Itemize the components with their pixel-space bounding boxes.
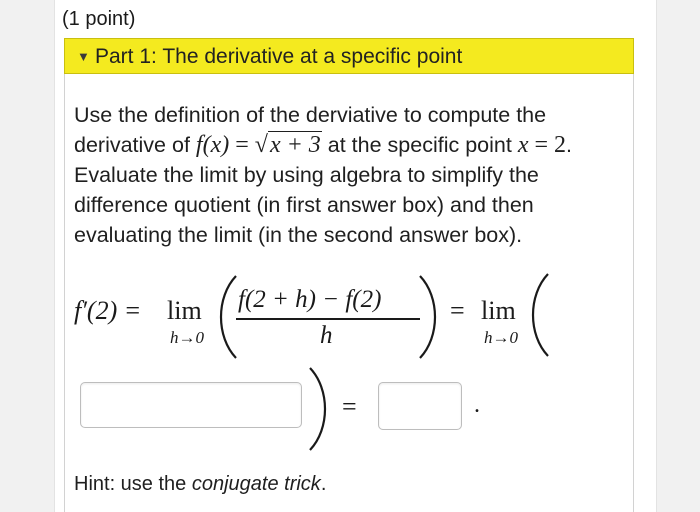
sqrt-expression [255,130,322,160]
part-1-header[interactable] [64,38,634,74]
x-value: = 2 [528,132,567,158]
f-prime-of-2: f′(2) = [74,296,142,325]
answer-box-2[interactable] [378,382,462,430]
hint-suffix: . [320,473,327,495]
caret-down-icon[interactable]: ▼ [77,49,90,64]
denominator: h [320,322,333,349]
hint-prefix: Hint: use the [74,473,192,495]
problem-statement [74,100,624,250]
problem-text-3: . Evaluate the limit by using algebra to simplify the difference quotient (in first answer box) and then evaluating the limit (in the second answer box). [74,133,573,247]
equals-1: = [450,296,465,325]
lim-1-subscript: h→0 [170,328,204,347]
fraction-bar [236,318,420,320]
lim-2-subscript: h→0 [484,328,518,347]
left-margin [0,0,55,512]
problem-text-2: at the specific point [327,133,512,157]
right-margin [656,0,700,512]
right-paren-1 [414,272,444,362]
radical-sign: √ [254,132,268,158]
hint-emphasis: conjugate trick [191,473,321,495]
function-name: f(x) [195,132,230,158]
hint-text [74,473,326,496]
problem-points: (1 point) [62,8,136,30]
right-paren-2 [304,364,334,454]
part-title: Part 1: The derivative at a specific point [95,45,463,68]
numerator: f(2 + h) − f(2) [238,286,382,313]
lim-2: lim [481,296,516,325]
period: . [474,392,480,418]
answer-box-1[interactable] [80,382,302,428]
radicand: x + 3 [269,132,321,158]
problem-text-1: Use the definition of the derviative to compute the derivative of [74,103,547,157]
left-paren-2 [524,270,554,360]
lim-1: lim [167,296,202,325]
x-variable: x [517,132,529,158]
equals-2: = [342,392,357,421]
equals-sign: = [229,132,255,158]
